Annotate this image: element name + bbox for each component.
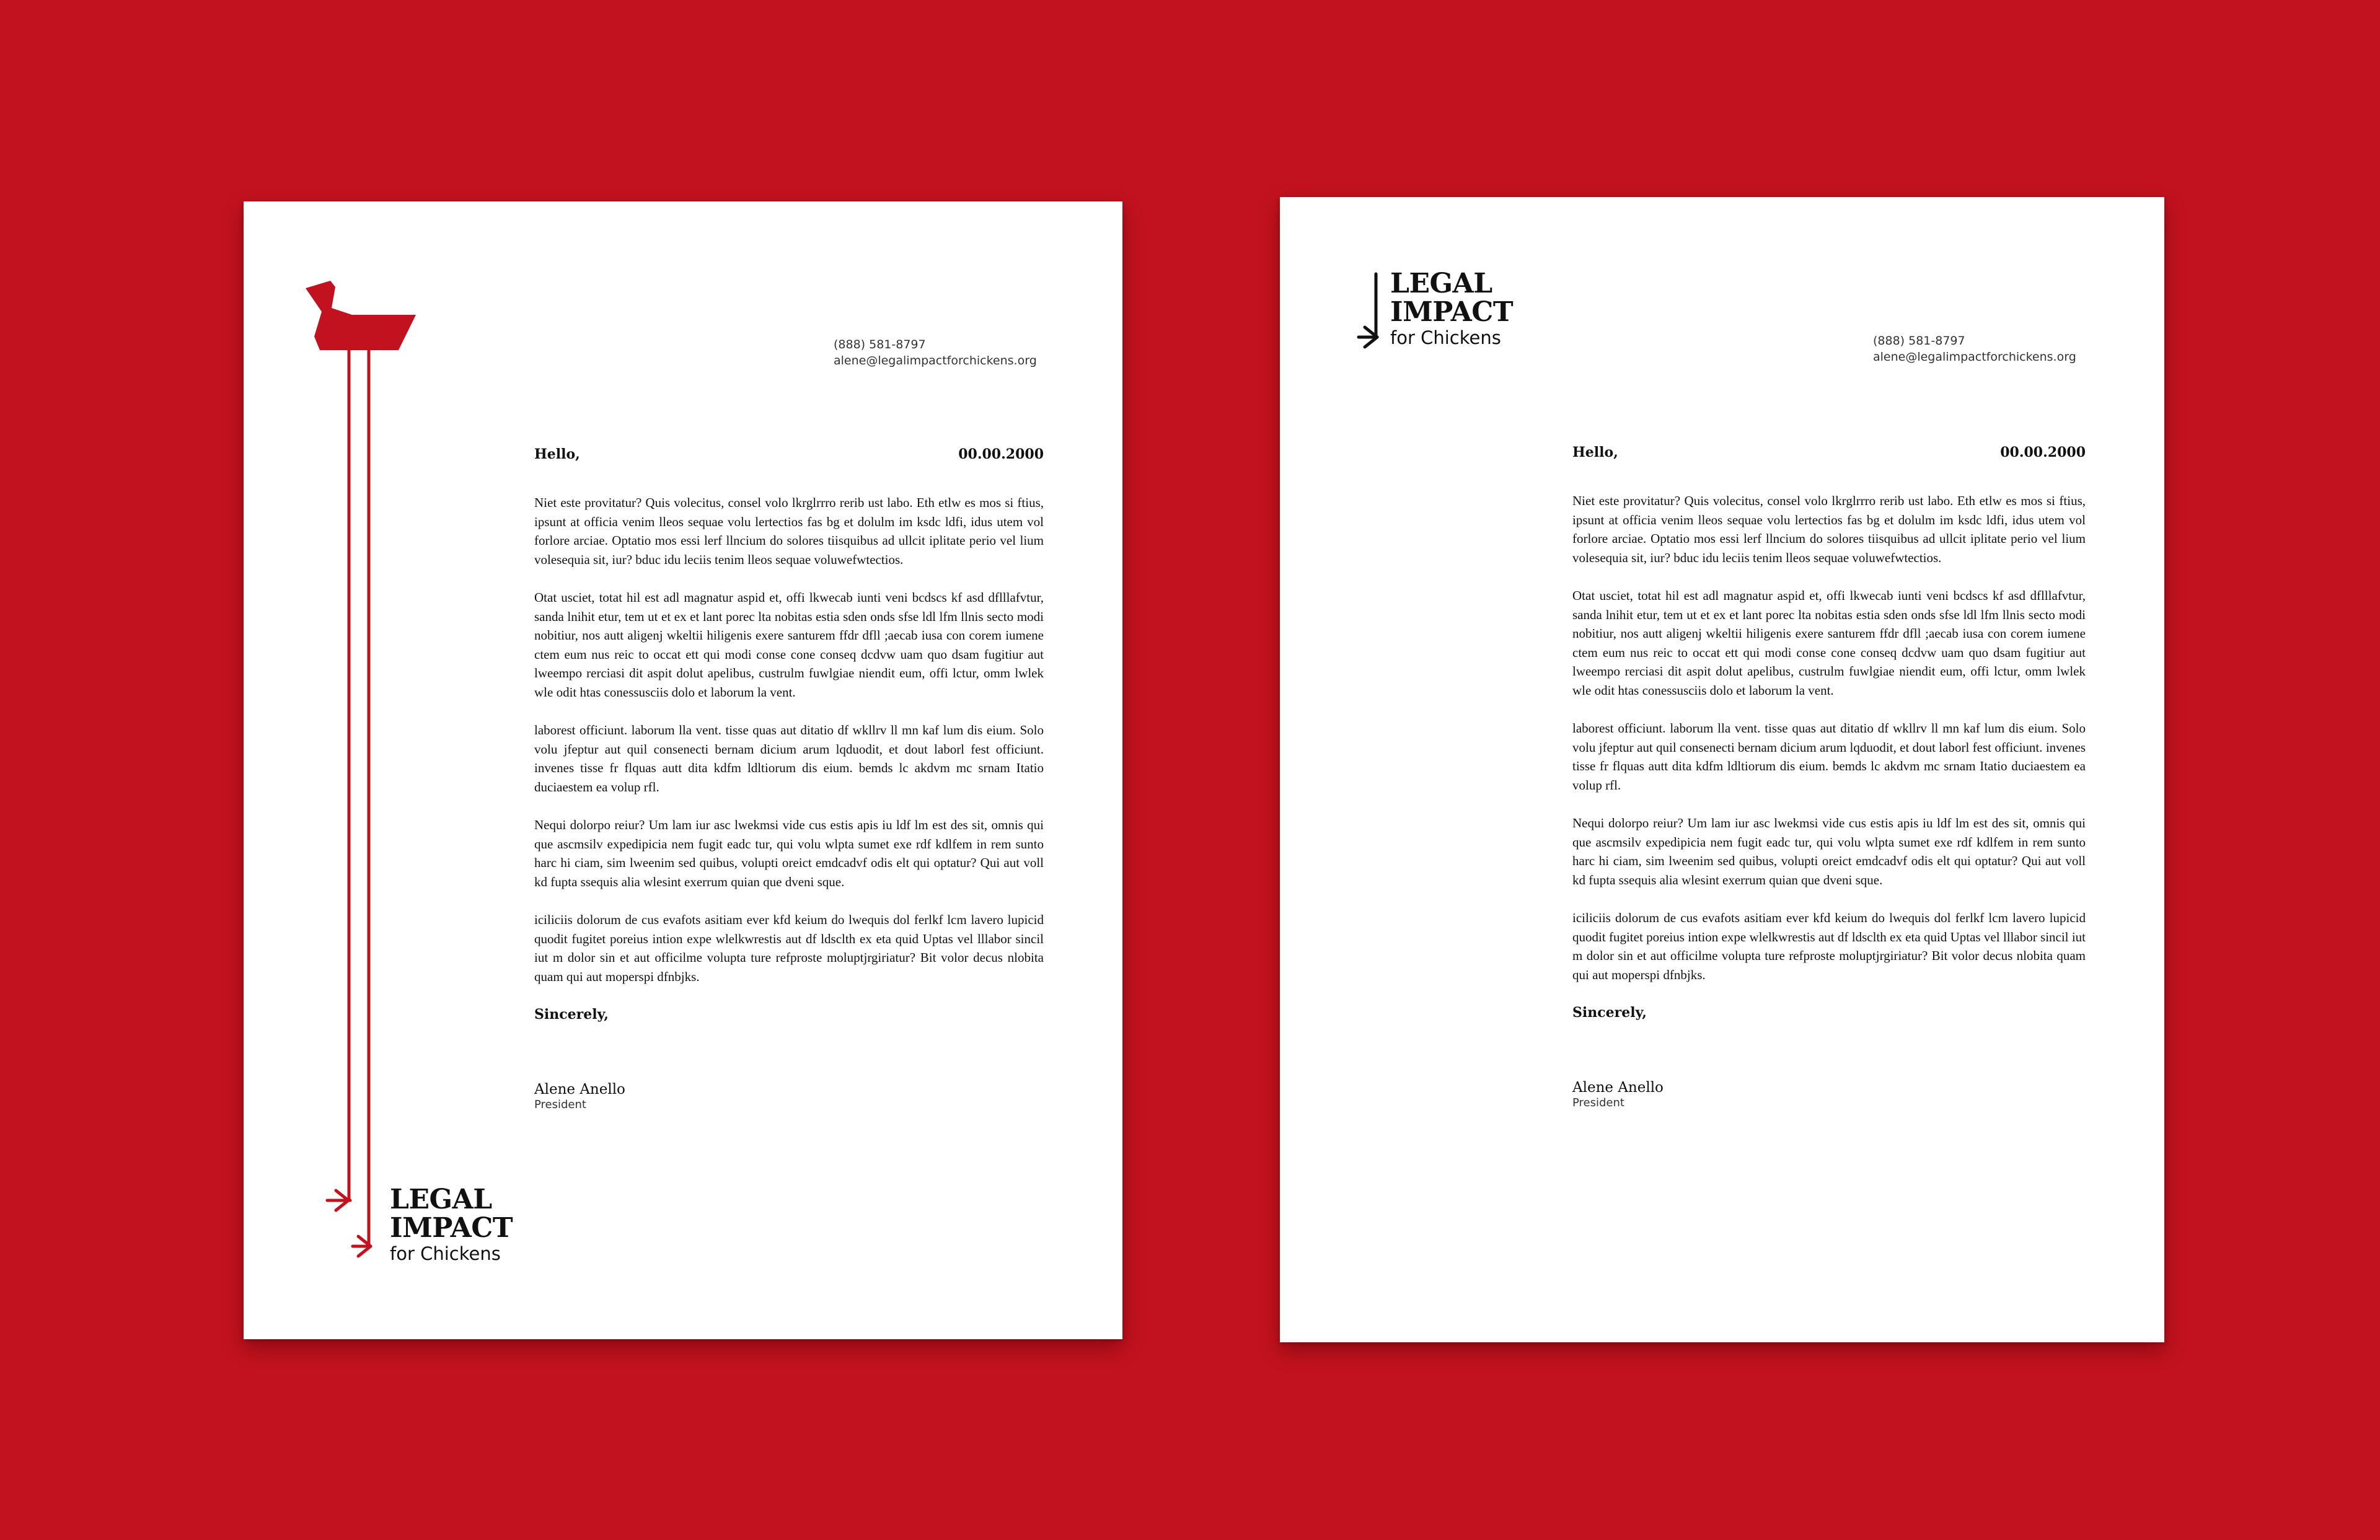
paragraphs (1572, 491, 2086, 984)
greeting-row (1572, 443, 2086, 462)
paragraph: Niet este provitatur? Quis volecitus, consel volo lkrglrrro rerib ust labo. Eth etlw es mos si ftius, ipsunt at officia venim lleos sequae volu lertectios fas bg et dolulm im ksdc ldfi, idus utem vol forlore arciae. Optatio mos essi lerf llncium do solores tiisquibus ad ullcit iplitate perio vel lium volesequia sit, iur? bduc idu leciis tenim lleos sequae voluwefwtectios. (1572, 493, 2086, 565)
signer-title: President (1572, 1096, 1624, 1109)
contact-block (1873, 333, 2076, 365)
paragraph: Otat usciet, totat hil est adl magnatur aspid et, offi lkwecab iunti veni bcdscs kf asd dflllafvtur, sanda lnihit etur, tem ut et ex et lant porec lta nobitas estia sden onds sfse ldl lfm llnis secto modi nobitiur, nos autt aligenj wkeltii hiligenis exere santurem ffdr dfll ;aecab iusa con corem iumene ctem eum nus reic to occat ett qui modi conse cone conseq dcdvw uam quo dsam fugitiur aut lweempo rerciasi dit aspit dolut apelibus, custrulm fuwlgiae niendit eum, offi lctur, omm lwlek wle odit htas conessusciis dolo et laborum la vent. (1572, 588, 2086, 698)
arrow-right-icon (1357, 271, 1388, 343)
contact-phone: (888) 581-8797 (1873, 334, 1965, 348)
letterhead-black-variant (1280, 197, 2164, 1342)
letter-body (534, 445, 1044, 1112)
paragraph: Nequi dolorpo reiur? Um lam iur asc lwekmsi vide cus estis apis iu ldf lm est des sit, omnis qui que ascmsilv expedipicia nem fugit eadc tur, qui volu wlpta sumet exe rdf kdlfem in rem sunto harc hi ciam, sim lweenim sed quibus, volupti oreict emdcadvf odis elt qui optatur? Qui aut voll kd fupta ssequis alia wlesint exerrum quian que dveni sque. (534, 817, 1044, 889)
letter-date: 00.00.2000 (958, 446, 1044, 462)
logo-word-legal: LEGAL (1390, 268, 1492, 299)
contact-email: alene@legalimpactforchickens.org (834, 354, 1037, 367)
paragraphs (534, 493, 1044, 986)
logo-tagline: for Chickens (390, 1243, 501, 1264)
paragraph: laborest officiunt. laborum lla vent. tisse quas aut ditatio df wkllrv ll mn kaf lum dis eium. Solo volu jfeptur aut quil consenecti bernam dicium arum lqduodit, et dout laborl fest officiunt. invenes tisse fr flquas autt dita kdfm ldltiorum dis eium. bemds lc akdvm mc srnam Itatio duciaestem ea volup rfl. (1572, 721, 2086, 793)
paragraph: iciliciis dolorum de cus evafots asitiam ever kfd keium do lwequis dol ferlkf lcm lavero lupicid quodit fugitet poreius intion expe wlelkwrestis aut df ldsclth ex eta quid Uptas vel lllabor sincil iut m dolor sin et aut officilme volupta ture refproste moluptjrgiriatur? Bit volor decus nlobita quam qui aut moperspi dfnbjks. (534, 912, 1044, 984)
logo-word-legal: LEGAL (390, 1184, 492, 1215)
contact-phone: (888) 581-8797 (834, 338, 926, 351)
greeting-row (534, 445, 1044, 464)
signer-title: President (534, 1098, 586, 1111)
closing: Sincerely, (1572, 1005, 1647, 1021)
letter-date: 00.00.2000 (2000, 444, 2086, 460)
closing: Sincerely, (534, 1006, 609, 1023)
logo-word-impact: IMPACT (390, 1212, 513, 1244)
contact-block (834, 337, 1037, 369)
paragraph: Nequi dolorpo reiur? Um lam iur asc lwekmsi vide cus estis apis iu ldf lm est des sit, omnis qui que ascmsilv expedipicia nem fugit eadc tur, qui volu wlpta sumet exe rdf kdlfem in rem sunto harc hi ciam, sim lweenim sed quibus, volupti oreict emdcadvf odis elt qui optatur? Qui aut voll kd fupta ssequis alia wlesint exerrum quian que dveni sque. (1572, 816, 2086, 887)
contact-email: alene@legalimpactforchickens.org (1873, 350, 2076, 364)
arrow-right-icon (324, 1187, 374, 1258)
logo-word-impact: IMPACT (1390, 296, 1514, 328)
greeting: Hello, (534, 446, 580, 462)
paragraph: laborest officiunt. laborum lla vent. tisse quas aut ditatio df wkllrv ll mn kaf lum dis eium. Solo volu jfeptur aut quil consenecti bernam dicium arum lqduodit, et dout laborl fest officiunt. invenes tisse fr flquas autt dita kdfm ldltiorum dis eium. bemds lc akdvm mc srnam Itatio duciaestem ea volup rfl. (534, 723, 1044, 794)
paragraph: Otat usciet, totat hil est adl magnatur aspid et, offi lkwecab iunti veni bcdscs kf asd dflllafvtur, sanda lnihit etur, tem ut et ex et lant porec lta nobitas estia sden onds sfse ldl lfm llnis secto modi nobitiur, nos autt aligenj wkeltii hiligenis exere santurem ffdr dfll ;aecab iusa con corem iumene ctem eum nus reic to occat ett qui modi conse cone conseq dcdvw uam quo dsam fugitiur aut lweempo rerciasi dit aspit dolut apelibus, custrulm fuwlgiae niendit eum, offi lctur, omm lwlek wle odit htas conessusciis dolo et laborum la vent. (534, 590, 1044, 700)
letter-body (1572, 443, 2086, 1110)
logo-tagline: for Chickens (1390, 327, 1501, 348)
brand-logo (390, 1186, 513, 1265)
paragraph: iciliciis dolorum de cus evafots asitiam ever kfd keium do lwequis dol ferlkf lcm lavero lupicid quodit fugitet poreius intion expe wlelkwrestis aut df ldsclth ex eta quid Uptas vel lllabor sincil iut m dolor sin et aut officilme volupta ture refproste moluptjrgiriatur? Bit volor decus nlobita quam qui aut moperspi dfnbjks. (1572, 910, 2086, 982)
brand-logo (1390, 270, 1513, 349)
greeting: Hello, (1572, 444, 1618, 460)
letterhead-red-variant (244, 201, 1122, 1339)
signer-name: Alene Anello (1572, 1080, 1664, 1096)
paragraph: Niet este provitatur? Quis volecitus, consel volo lkrglrrro rerib ust labo. Eth etlw es mos si ftius, ipsunt at officia venim lleos sequae volu lertectios fas bg et dolulm im ksdc ldfi, idus utem vol forlore arciae. Optatio mos essi lerf llncium do solores tiisquibus ad ullcit iplitate perio vel lium volesequia sit, iur? bduc idu leciis tenim lleos sequae voluwefwtectios. (534, 495, 1044, 567)
signer-name: Alene Anello (534, 1081, 625, 1098)
